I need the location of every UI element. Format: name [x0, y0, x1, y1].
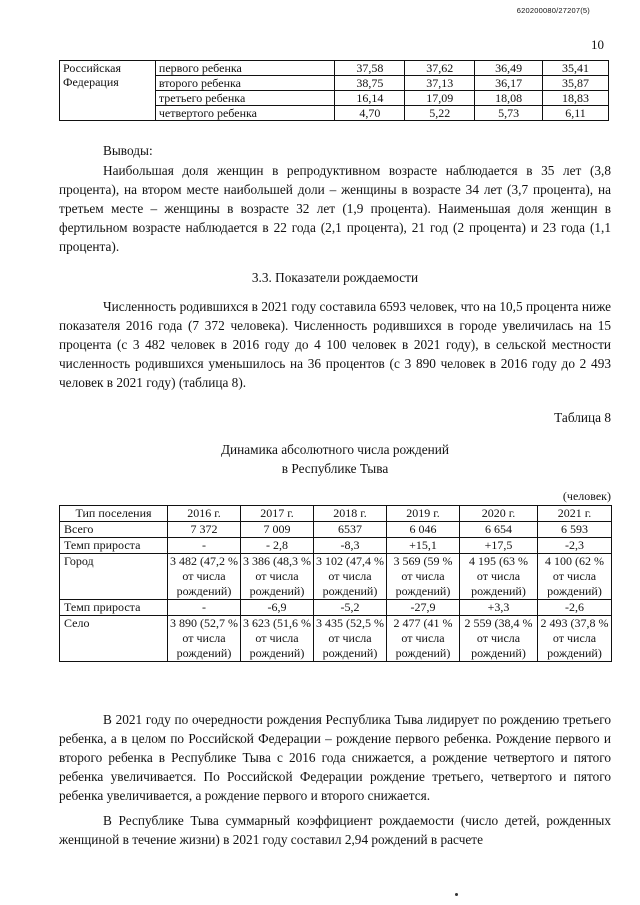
row-label: Темп прироста	[60, 538, 168, 554]
column-header: 2019 г.	[387, 506, 460, 522]
row-label: Всего	[60, 522, 168, 538]
table-row	[60, 616, 612, 662]
table-title-line: Динамика абсолютного числа рождений	[220, 442, 450, 457]
table-cell: 4 100 (62 % от числа рождений)	[538, 554, 612, 600]
section-title: 3.3. Показатели рождаемости	[251, 270, 419, 285]
table-cell: - 2,8	[241, 538, 314, 554]
table-cell: 6 654	[460, 522, 538, 538]
conclusions-paragraph: Наибольшая доля женщин в репродуктивном возрасте наблюдается в 35 лет (3,8 процента), на втором месте наибольшей доли – женщины в возрасте 34 лет (3,7 процента), на третьем месте – женщины в возрасте 32 лет (1,9 процента). Наименьшая доля женщин в фертильном возрасте наблюдается в 22 года (2,1 процента), 21 год (2 процента) и 23 года (1,1 процента).	[59, 163, 611, 254]
table-cell: 7 372	[168, 522, 241, 538]
table-cell: 3 569 (59 % от числа рождений)	[387, 554, 460, 600]
table-cell: 3 102 (47,4 % от числа рождений)	[314, 554, 387, 600]
table-cell: 2 493 (37,8 % от числа рождений)	[538, 616, 612, 662]
table-cell: 16,14	[335, 91, 405, 106]
table-cell: 3 435 (52,5 % от числа рождений)	[314, 616, 387, 662]
table-cell: 6,11	[543, 106, 609, 121]
table-cell: 7 009	[241, 522, 314, 538]
table-cell: 6537	[314, 522, 387, 538]
table-cell: 3 386 (48,3 % от числа рождений)	[241, 554, 314, 600]
table-cell: 36,49	[475, 61, 543, 76]
page-number: 10	[591, 37, 604, 52]
table-cell: -2,3	[538, 538, 612, 554]
table-cell: 37,58	[335, 61, 405, 76]
table-cell: 35,87	[543, 76, 609, 91]
birth-order-label: второго ребенка	[155, 76, 335, 91]
table-cell: +3,3	[460, 600, 538, 616]
conclusions-heading: Выводы:	[103, 143, 153, 158]
table-header-row	[60, 506, 612, 522]
scan-artifact	[455, 893, 458, 896]
birth-order-label: четвертого ребенка	[155, 106, 335, 121]
table-cell: 2 559 (38,4 % от числа рождений)	[460, 616, 538, 662]
column-header: 2017 г.	[241, 506, 314, 522]
row-label: Село	[60, 616, 168, 662]
document-id: 620200080/27207(5)	[516, 6, 590, 15]
table-cell: -27,9	[387, 600, 460, 616]
row-label: Темп прироста	[60, 600, 168, 616]
table-cell: 37,13	[405, 76, 475, 91]
table-row	[60, 522, 612, 538]
table-cell: 6 593	[538, 522, 612, 538]
table-title	[59, 440, 611, 478]
table-cell: -5,2	[314, 600, 387, 616]
table-cell: 4 195 (63 % от числа рождений)	[460, 554, 538, 600]
birth-order-paragraph: В 2021 году по очередности рождения Республика Тыва лидирует по рождению третьего ребенка, а в целом по Российской Федерации – рождение первого ребенка. Рождение первого и второго ребенка в Республике Тыва с 2016 года снижается, а рождение четвертого и пятого ребенка увеличивается. По Российской Федерации рождение третьего, четвертого и пятого ребенка увеличивается, а рождение первого и второго снижается.	[59, 712, 611, 803]
column-header: 2016 г.	[168, 506, 241, 522]
fertility-rate-paragraph: В Республике Тыва суммарный коэффициент рождаемости (число детей, рожденных женщиной в течение жизни) в 2021 году составил 2,94 рождений в расчете	[59, 813, 611, 847]
table-cell: 36,17	[475, 76, 543, 91]
table-cell: 3 890 (52,7 % от числа рождений)	[168, 616, 241, 662]
table-cell: 5,73	[475, 106, 543, 121]
table-cell: +17,5	[460, 538, 538, 554]
table-title-line: в Республике Тыва	[281, 461, 389, 476]
region-cell: Российская Федерация	[60, 61, 156, 121]
table-cell: 35,41	[543, 61, 609, 76]
table-label: Таблица 8	[554, 410, 611, 425]
table-cell: 17,09	[405, 91, 475, 106]
row-label: Город	[60, 554, 168, 600]
birth-order-label: первого ребенка	[155, 61, 335, 76]
table-cell: 38,75	[335, 76, 405, 91]
table-cell: 18,83	[543, 91, 609, 106]
table-row	[60, 600, 612, 616]
column-header: Тип поселения	[60, 506, 168, 522]
birth-order-label: третьего ребенка	[155, 91, 335, 106]
table-row	[60, 554, 612, 600]
table-cell: -8,3	[314, 538, 387, 554]
column-header: 2018 г.	[314, 506, 387, 522]
column-header: 2021 г.	[538, 506, 612, 522]
table-cell: 2 477 (41 % от числа рождений)	[387, 616, 460, 662]
table-cell: -2,6	[538, 600, 612, 616]
table-cell: 18,08	[475, 91, 543, 106]
table-cell: 37,62	[405, 61, 475, 76]
table-cell: 5,22	[405, 106, 475, 121]
table-cell: 6 046	[387, 522, 460, 538]
table-cell: -	[168, 600, 241, 616]
table-cell: 3 623 (51,6 % от числа рождений)	[241, 616, 314, 662]
table-row	[60, 61, 609, 76]
table-cell: +15,1	[387, 538, 460, 554]
unit-note: (человек)	[562, 489, 611, 503]
table-cell: -6,9	[241, 600, 314, 616]
table-cell: 4,70	[335, 106, 405, 121]
births-paragraph: Численность родившихся в 2021 году составила 6593 человек, что на 10,5 процента ниже показателя 2016 года (7 372 человека). Численность родившихся в городе увеличилась на 15 процента (с 3 482 человек в 2016 году до 4 100 человек в 2021 году), в сельской местности численность родившихся уменьшилось на 36 процентов (с 3 890 человек в 2016 году до 2 493 человек в 2021 году) (таблица 8).	[59, 299, 611, 390]
table-cell: 3 482 (47,2 % от числа рождений)	[168, 554, 241, 600]
births-dynamics-table	[59, 505, 612, 662]
column-header: 2020 г.	[460, 506, 538, 522]
table-cell: -	[168, 538, 241, 554]
birth-order-table	[59, 60, 609, 121]
table-row	[60, 538, 612, 554]
